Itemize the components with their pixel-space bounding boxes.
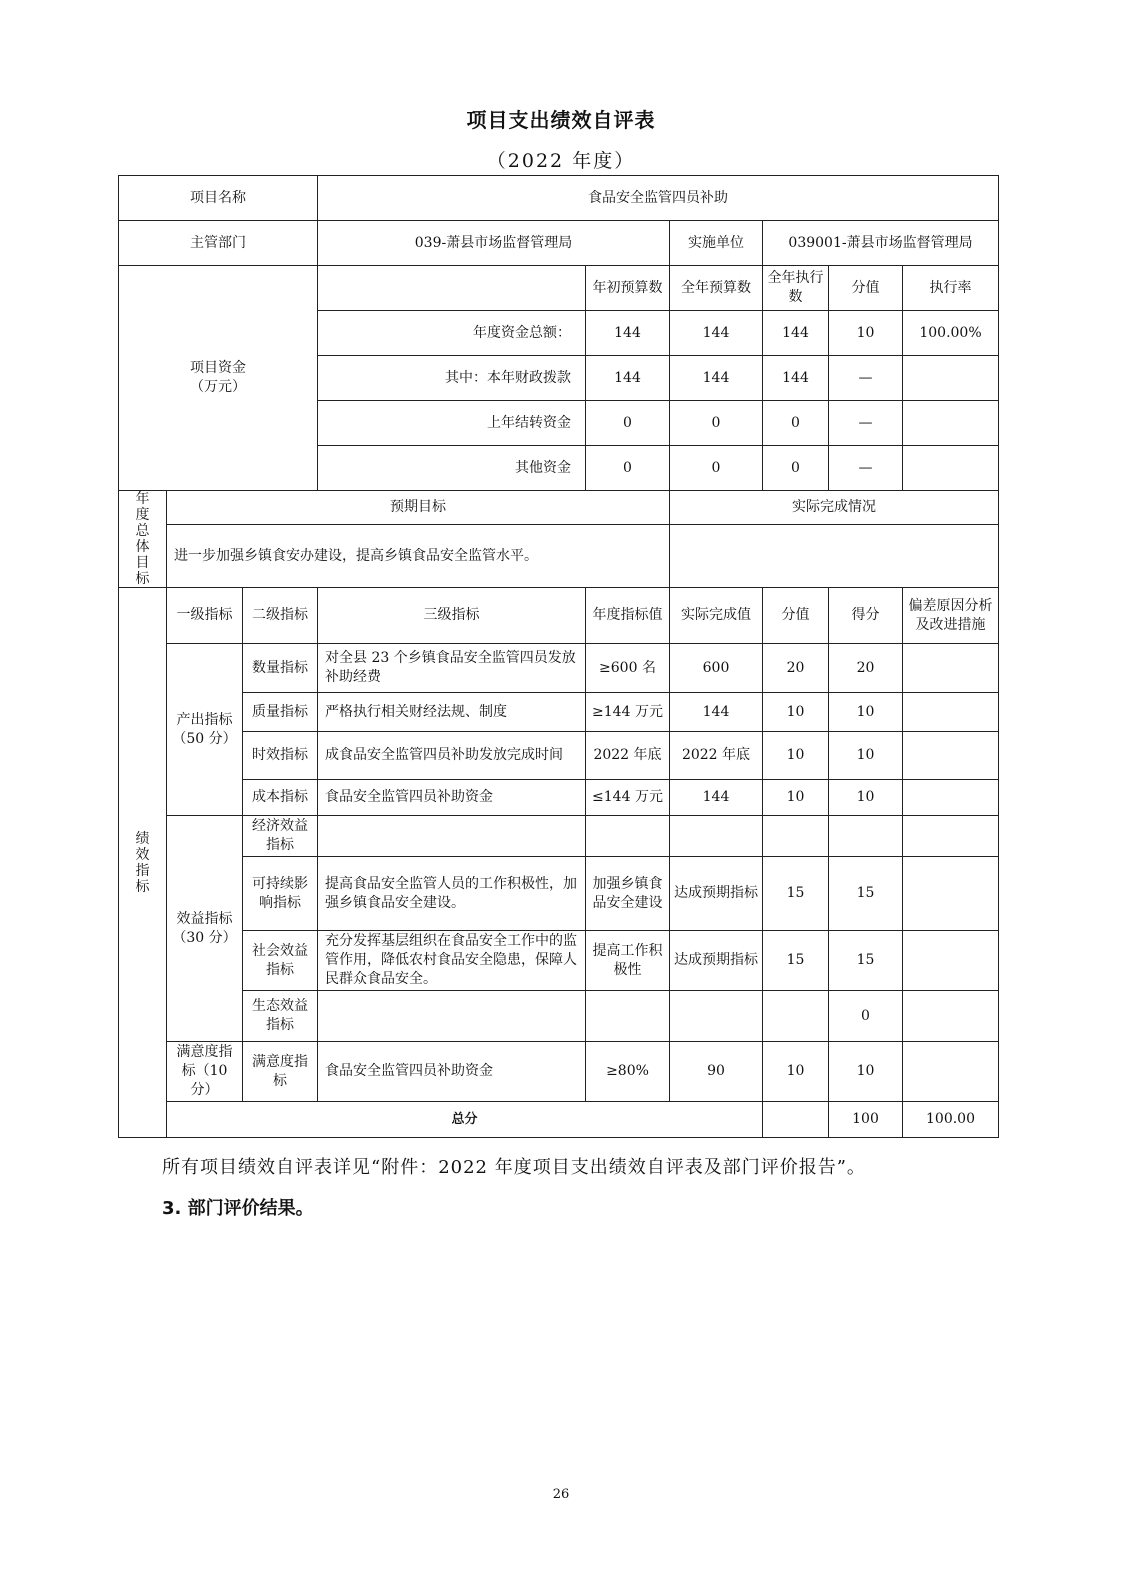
page-number: 26 xyxy=(552,1487,570,1502)
funds-header-blank xyxy=(318,266,586,311)
ind-level3: 成食品安全监管四员补助发放完成时间 xyxy=(318,732,586,780)
funds-label-text: 项目资金 xyxy=(190,360,246,376)
benefit-label xyxy=(167,816,243,1042)
funds-row-initial: 0 xyxy=(586,446,670,491)
ind-level3 xyxy=(318,816,586,857)
ind-deviation xyxy=(903,732,999,780)
ind-level3: 提高食品安全监管人员的工作积极性，加强乡镇食品安全建设。 xyxy=(318,857,586,931)
dept-value: 039-萧县市场监督管理局 xyxy=(318,221,670,266)
project-name-label: 项目名称 xyxy=(119,176,318,221)
ind-header-level1: 一级指标 xyxy=(167,588,243,644)
funds-row-label: 其中：本年财政拨款 xyxy=(318,356,586,401)
ind-score: 10 xyxy=(829,693,903,732)
funds-row-executed: 0 xyxy=(763,401,829,446)
total-score-value: 100 xyxy=(829,1102,903,1138)
ind-actual: 2022 年底 xyxy=(670,732,763,780)
ind-level2: 生态效益指标 xyxy=(243,991,318,1042)
goals-label xyxy=(119,491,167,588)
ind-target: 加强乡镇食品安全建设 xyxy=(586,857,670,931)
funds-row-initial: 0 xyxy=(586,401,670,446)
ind-score-value: 15 xyxy=(763,931,829,991)
goals-expected-label: 预期目标 xyxy=(167,491,670,525)
output-points: （50 分） xyxy=(172,730,237,747)
funds-row-rate xyxy=(903,401,999,446)
total-blank xyxy=(763,1102,829,1138)
funds-header-executed: 全年执行数 xyxy=(763,266,829,311)
total-label: 总分 xyxy=(167,1102,763,1138)
funds-row-label: 年度资金总额： xyxy=(318,311,586,356)
self-evaluation-table xyxy=(118,175,999,1138)
funds-header-initial: 年初预算数 xyxy=(586,266,670,311)
table-row xyxy=(119,1042,999,1102)
ind-target: ≥144 万元 xyxy=(586,693,670,732)
ind-target: ≥80% xyxy=(586,1042,670,1102)
ind-actual: 600 xyxy=(670,644,763,693)
funds-row-rate xyxy=(903,446,999,491)
table-row xyxy=(119,644,999,693)
funds-row-rate xyxy=(903,356,999,401)
satisfaction-label: 满意度指标（10 分） xyxy=(167,1042,243,1102)
ind-target: 2022 年底 xyxy=(586,732,670,780)
funds-label xyxy=(119,266,318,491)
funds-row-annual: 0 xyxy=(670,401,763,446)
ind-actual: 达成预期指标 xyxy=(670,857,763,931)
funds-row-label: 上年结转资金 xyxy=(318,401,586,446)
table-row xyxy=(119,816,999,857)
impl-value: 039001-萧县市场监督管理局 xyxy=(763,221,999,266)
page-title: 项目支出绩效自评表 xyxy=(466,108,656,132)
ind-score: 10 xyxy=(829,732,903,780)
benefit-points: （30 分） xyxy=(172,929,237,946)
ind-deviation xyxy=(903,1042,999,1102)
ind-score xyxy=(829,816,903,857)
table-row xyxy=(119,857,999,931)
funds-row-label: 其他资金 xyxy=(318,446,586,491)
funds-row-score-value: — xyxy=(829,356,903,401)
goals-label-char: 体 xyxy=(135,539,150,555)
ind-score-value xyxy=(763,816,829,857)
ind-level2: 经济效益指标 xyxy=(243,816,318,857)
funds-row-initial: 144 xyxy=(586,356,670,401)
ind-level2: 成本指标 xyxy=(243,780,318,816)
funds-header-score-value: 分值 xyxy=(829,266,903,311)
funds-row-annual: 144 xyxy=(670,356,763,401)
ind-target: ≥600 名 xyxy=(586,644,670,693)
goals-label-char: 总 xyxy=(135,523,150,539)
goals-label-char: 度 xyxy=(135,507,150,523)
ind-actual: 90 xyxy=(670,1042,763,1102)
goals-actual-label: 实际完成情况 xyxy=(670,491,999,525)
goals-label-char: 年 xyxy=(135,491,150,507)
attachment-note: 所有项目绩效自评表详见“附件：2022 年度项目支出绩效自评表及部门评价报告”。 xyxy=(162,1157,866,1178)
funds-row-score-value: 10 xyxy=(829,311,903,356)
ind-header-level3: 三级指标 xyxy=(318,588,586,644)
ind-level3: 食品安全监管四员补助资金 xyxy=(318,1042,586,1102)
ind-target: ≤144 万元 xyxy=(586,780,670,816)
funds-header-rate: 执行率 xyxy=(903,266,999,311)
ind-target xyxy=(586,991,670,1042)
ind-score: 15 xyxy=(829,857,903,931)
ind-actual xyxy=(670,816,763,857)
ind-level3: 食品安全监管四员补助资金 xyxy=(318,780,586,816)
ind-score-value: 10 xyxy=(763,780,829,816)
funds-row-score-value: — xyxy=(829,401,903,446)
ind-score-value: 20 xyxy=(763,644,829,693)
ind-level2: 质量指标 xyxy=(243,693,318,732)
funds-row-executed: 144 xyxy=(763,311,829,356)
ind-header-target: 年度指标值 xyxy=(586,588,670,644)
funds-unit: （万元） xyxy=(190,379,246,395)
funds-row-score-value: — xyxy=(829,446,903,491)
indicators-label xyxy=(119,588,167,1138)
ind-score-value: 15 xyxy=(763,857,829,931)
goals-actual xyxy=(670,525,999,588)
ind-actual xyxy=(670,991,763,1042)
indicators-label-char: 绩 xyxy=(135,830,150,847)
ind-deviation xyxy=(903,780,999,816)
table-row xyxy=(119,732,999,780)
indicators-label-char: 效 xyxy=(135,846,150,863)
goals-label-char: 标 xyxy=(135,571,150,587)
table-row xyxy=(119,780,999,816)
ind-level3: 充分发挥基层组织在食品安全工作中的监管作用，降低农村食品安全隐患，保障人民群众食品安全。 xyxy=(318,931,586,991)
funds-header-annual: 全年预算数 xyxy=(670,266,763,311)
project-name: 食品安全监管四员补助 xyxy=(318,176,999,221)
ind-score-value xyxy=(763,991,829,1042)
goals-expected: 进一步加强乡镇食安办建设，提高乡镇食品安全监管水平。 xyxy=(167,525,670,588)
funds-row-initial: 144 xyxy=(586,311,670,356)
ind-score: 20 xyxy=(829,644,903,693)
table-row xyxy=(119,991,999,1042)
goals-label-char: 目 xyxy=(135,555,150,571)
ind-level2: 满意度指标 xyxy=(243,1042,318,1102)
ind-level2: 可持续影响指标 xyxy=(243,857,318,931)
funds-row-annual: 144 xyxy=(670,311,763,356)
ind-level2: 数量指标 xyxy=(243,644,318,693)
ind-score: 15 xyxy=(829,931,903,991)
output-label-text: 产出指标 xyxy=(176,711,233,728)
benefit-label-text: 效益指标 xyxy=(176,910,233,927)
ind-deviation xyxy=(903,857,999,931)
indicators-label-char: 标 xyxy=(135,878,150,895)
total-row xyxy=(119,1102,999,1138)
funds-row-executed: 0 xyxy=(763,446,829,491)
ind-target: 提高工作积极性 xyxy=(586,931,670,991)
ind-actual: 144 xyxy=(670,780,763,816)
ind-header-score-value: 分值 xyxy=(763,588,829,644)
ind-score: 10 xyxy=(829,1042,903,1102)
year-label: （2022 年度） xyxy=(486,150,636,172)
dept-label: 主管部门 xyxy=(119,221,318,266)
ind-deviation xyxy=(903,991,999,1042)
section-heading: 3. 部门评价结果。 xyxy=(162,1198,314,1219)
ind-score-value: 10 xyxy=(763,732,829,780)
ind-header-deviation: 偏差原因分析及改进措施 xyxy=(903,588,999,644)
ind-score: 0 xyxy=(829,991,903,1042)
total-score: 100.00 xyxy=(903,1102,999,1138)
impl-label: 实施单位 xyxy=(670,221,763,266)
ind-level2: 社会效益指标 xyxy=(243,931,318,991)
ind-target xyxy=(586,816,670,857)
ind-header-score: 得分 xyxy=(829,588,903,644)
ind-level3: 对全县 23 个乡镇食品安全监管四员发放补助经费 xyxy=(318,644,586,693)
ind-score-value: 10 xyxy=(763,1042,829,1102)
ind-deviation xyxy=(903,816,999,857)
ind-actual: 达成预期指标 xyxy=(670,931,763,991)
ind-score: 10 xyxy=(829,780,903,816)
table-row xyxy=(119,931,999,991)
ind-level3: 严格执行相关财经法规、制度 xyxy=(318,693,586,732)
ind-level3 xyxy=(318,991,586,1042)
ind-header-actual: 实际完成值 xyxy=(670,588,763,644)
funds-row-rate: 100.00% xyxy=(903,311,999,356)
ind-level2: 时效指标 xyxy=(243,732,318,780)
table-row xyxy=(119,693,999,732)
ind-header-level2: 二级指标 xyxy=(243,588,318,644)
ind-deviation xyxy=(903,693,999,732)
indicators-label-char: 指 xyxy=(135,862,150,879)
ind-deviation xyxy=(903,644,999,693)
output-label xyxy=(167,644,243,816)
funds-row-executed: 144 xyxy=(763,356,829,401)
ind-score-value: 10 xyxy=(763,693,829,732)
funds-row-annual: 0 xyxy=(670,446,763,491)
ind-actual: 144 xyxy=(670,693,763,732)
ind-deviation xyxy=(903,931,999,991)
